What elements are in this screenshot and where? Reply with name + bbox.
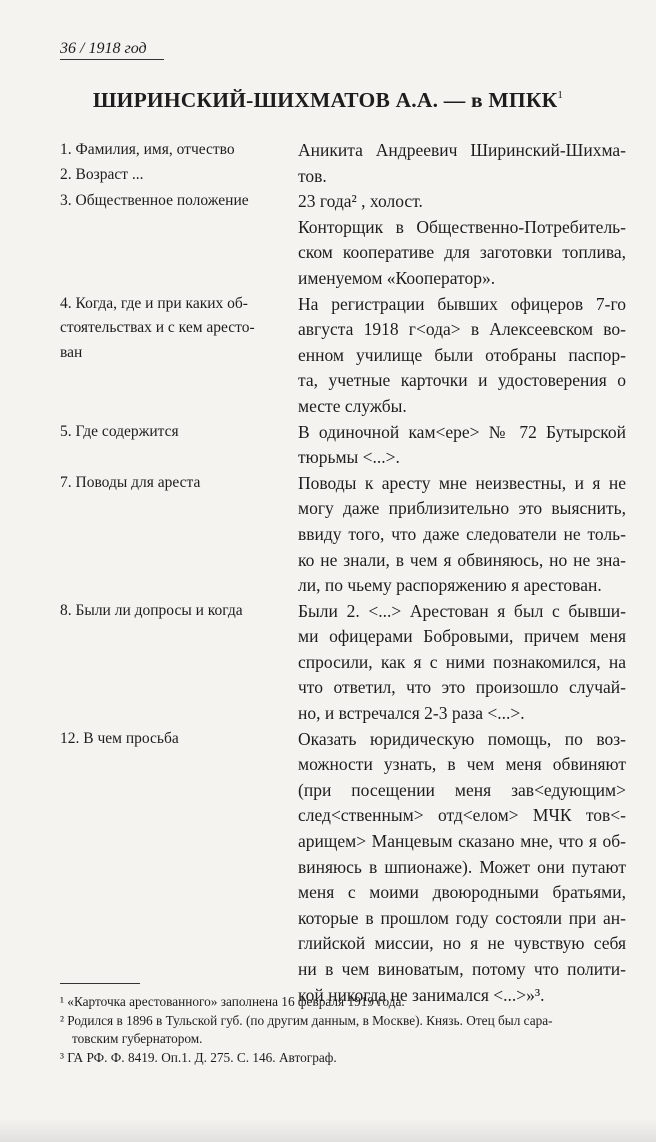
question-line: ван — [60, 343, 83, 361]
title-footnote-mark: 1 — [557, 89, 564, 101]
question-cell — [60, 420, 298, 471]
questionnaire-row — [60, 471, 626, 599]
page-edge-shadow — [0, 1118, 656, 1142]
footnote-continuation: товским губернатором. — [72, 1031, 203, 1046]
answer-line: В одиночной кам<ере> № 72 Бутырской — [298, 421, 626, 442]
question-line: стоятельствах и с кем аресто- — [60, 319, 255, 337]
answer-line: именуемом «Кооператор». — [298, 267, 496, 288]
answer-line: месте службы. — [298, 395, 407, 416]
answer-line: след<ственным> отд<елом> МЧК тов<- — [298, 805, 626, 826]
answer-line: енном училище были отобраны паспор- — [298, 344, 626, 365]
answer-line: тов. — [298, 165, 327, 186]
answer-line: которые в прошлом году состояли при ан- — [298, 907, 626, 928]
answer-line: Конторщик в Общественно-Потребитель- — [298, 216, 626, 237]
answer-line: можности узнать, в чем меня обвиняют — [298, 754, 626, 775]
question-line: 8. Были ли допросы и когда — [60, 601, 243, 619]
answer-line: глийской миссии, но я не чувствую себя — [298, 933, 626, 954]
answer-line: могу даже приблизительно это выяснить, — [298, 498, 626, 519]
footnote: ¹ «Карточка арестованного» заполнена 16 февраля 1919 года. — [60, 994, 405, 1009]
answer-line: спросили, как я с ними познакомился, на — [298, 651, 626, 672]
footnote: ³ ГА РФ. Ф. 8419. Оп.1. Д. 275. С. 146. Автограф. — [60, 1049, 337, 1065]
questionnaire-row — [60, 599, 626, 727]
answer-cell — [298, 189, 626, 291]
answer-line: арищем> Манцевым сказано мне, что я об- — [298, 831, 626, 852]
questionnaire-row — [60, 138, 626, 189]
answer-line: тюрьмы <...>. — [298, 447, 400, 468]
answer-cell — [298, 138, 626, 189]
answer-cell — [298, 420, 626, 471]
answer-cell — [298, 727, 626, 1009]
question-line: 4. Когда, где и при каких об- — [60, 294, 248, 312]
question-cell — [60, 471, 298, 599]
answer-line: На регистрации бывших офицеров 7-го — [298, 293, 626, 314]
answer-cell — [298, 599, 626, 727]
answer-line: Поводы к аресту мне неизвестны, и я не — [298, 472, 626, 493]
answer-line: но, и встречался 2-3 раза <...>. — [298, 703, 525, 724]
answer-line: Оказать юридическую помощь, по воз- — [298, 728, 626, 749]
answer-line: ввиду того, что даже следователи не толь- — [298, 523, 626, 544]
questionnaire — [60, 138, 626, 1008]
answer-line: Были 2. <...> Арестован я был с бывши- — [298, 600, 626, 621]
question-cell — [60, 292, 298, 420]
questionnaire-row — [60, 727, 626, 1009]
question-line: 12. В чем просьба — [60, 729, 179, 747]
running-head: 36 / 1918 год — [60, 40, 164, 60]
questionnaire-row — [60, 420, 626, 471]
answer-line: ни в чем виноватым, потому что полити- — [298, 959, 626, 979]
answer-line: ми офицерами Бобровыми, причем меня — [298, 626, 626, 647]
footnote: ² Родился в 1896 в Тульской губ. (по другим данным, в Москве). Князь. Отец был сара- — [60, 1012, 553, 1028]
answer-line: ли, по чьему распоряжению я арестован. — [298, 575, 602, 596]
page-title — [0, 88, 656, 113]
answer-line: (при посещении меня зав<едующим> — [298, 779, 626, 800]
question-line: 7. Поводы для ареста — [60, 473, 201, 491]
answer-line: та, учетные карточки и удостоверения о — [298, 370, 626, 391]
question-line: 1. Фамилия, имя, отчество — [60, 141, 235, 158]
answer-line: ко не знали, в чем я обвиняюсь, но не зна- — [298, 549, 626, 570]
footnotes — [60, 993, 626, 1067]
question-cell — [60, 189, 298, 291]
question-line: 2. Возраст ... — [60, 165, 144, 183]
answer-line: меня с моими двоюродными братьями, — [298, 882, 626, 903]
answer-line: виняюсь в шпионаже). Может они путают — [298, 856, 626, 877]
answer-cell — [298, 471, 626, 599]
answer-cell — [298, 292, 626, 420]
answer-line: ском кооперативе для заготовки топлива, — [298, 242, 626, 263]
answer-line: 23 года² , холост. — [298, 191, 423, 212]
question-line: 5. Где содержится — [60, 422, 179, 440]
question-cell — [60, 727, 298, 1009]
question-line: 3. Общественное положение — [60, 192, 249, 210]
answer-line: августа 1918 г<ода> в Алексеевском во- — [298, 319, 626, 340]
answer-line: кой никогда не занимался <...>»³. — [298, 984, 545, 1005]
title-text: ШИРИНСКИЙ-ШИХМАТОВ А.А. — в МПКК — [92, 88, 558, 112]
questionnaire-row — [60, 292, 626, 420]
answer-line: что ответил, что это произошло случай- — [298, 677, 626, 698]
answer-line: Аникита Андреевич Ширинский-Шихма- — [298, 140, 626, 160]
footnote-rule — [60, 983, 140, 984]
question-cell — [60, 138, 298, 189]
question-cell — [60, 599, 298, 727]
questionnaire-row — [60, 189, 626, 291]
